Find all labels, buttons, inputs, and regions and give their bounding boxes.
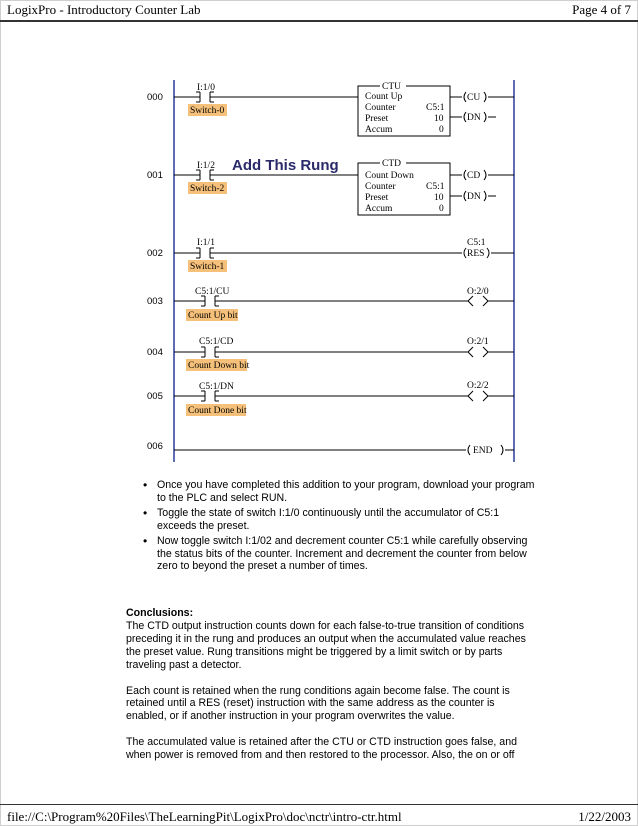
conclusions-section [126,607,538,775]
rung-number: 003 [147,296,163,307]
ctd-counter-label: Counter [365,182,396,192]
svg-text:RES: RES [467,249,485,259]
end-instruction [468,445,503,456]
ctu-counter-value: C5:1 [426,103,445,113]
rung-005[interactable] [147,381,514,416]
rung-number: 006 [147,441,163,452]
ctd-type: CTD [382,159,401,169]
contact-address: I:1/0 [197,83,215,93]
conclusions-heading: Conclusions: [126,607,194,619]
ctu-instruction-block[interactable] [358,82,450,136]
rung-000[interactable] [147,82,514,136]
dn-output-coil[interactable] [464,112,486,123]
ctd-accum-label: Accum [365,204,393,214]
ctd-preset-label: Preset [365,193,389,203]
cd-output-coil[interactable] [464,170,486,181]
ctd-counter-value: C5:1 [426,182,445,192]
ctu-title: Count Up [365,92,403,102]
list-item: • Now toggle switch I:1/02 and decrement counter C5:1 while carefully observing the status bits of the counter. Increment and decrement the counter from below zero to beyond the preset a number of times. [140,535,540,574]
dn-output-coil[interactable] [464,191,486,202]
rung-number: 001 [147,170,163,181]
output-coil[interactable] [468,391,488,401]
rung-004[interactable] [147,337,514,371]
coil-address: O:2/0 [467,287,489,297]
contact-tag: Count Done bit [188,406,247,416]
cu-output-coil[interactable] [464,92,486,103]
contact-address: I:1/2 [197,161,215,171]
rung-number: 002 [147,248,163,259]
rung-002[interactable] [147,238,514,272]
contact-address: I:1/1 [197,238,215,248]
footer-file-path: file://C:\Program%20Files\TheLearningPit\LogixPro\doc\nctr\intro-ctr.html [7,809,402,824]
res-output-coil[interactable] [464,248,489,259]
list-item: • Once you have completed this addition to your program, download your program to the PLC and select RUN. [140,479,540,505]
header-page-number: Page 4 of 7 [572,2,631,17]
rung-number: 004 [147,347,163,358]
list-item: • Toggle the state of switch I:1/0 continuously until the accumulator of C5:1 exceeds the preset. [140,507,540,533]
rung-003[interactable] [147,287,514,321]
svg-text:DN: DN [467,113,481,123]
contact-tag: Count Down bit [188,361,250,371]
ctu-preset-label: Preset [365,114,389,124]
paragraph: The accumulated value is retained after the CTU or CTD instruction goes false, and when power is removed from and then restored to the processor. Also, the on or off [126,736,517,762]
ctu-accum-label: Accum [365,125,393,135]
contact-address: C5:1/CD [199,337,234,347]
ctu-accum-value: 0 [439,125,444,135]
ctd-instruction-block[interactable] [358,159,450,215]
contact-address: C5:1/CU [195,287,230,297]
coil-address: O:2/2 [467,381,489,391]
header-title: LogixPro - Introductory Counter Lab [7,2,201,17]
ctd-title: Count Down [365,171,414,181]
contact-tag: Switch-1 [190,262,225,272]
footer-divider [0,804,638,805]
rung-number: 000 [147,92,163,103]
rung-006[interactable] [147,441,514,456]
paragraph: The CTD output instruction counts down for each false-to-true transition of conditions preceding it in the rung and produces an output when the accumulated value reaches the preset value. Rung transitions might be triggered by a limit switch or by parts traveling past a detector. [126,619,526,671]
svg-text:END: END [473,446,493,456]
coil-address: C5:1 [467,238,486,248]
ctd-accum-value: 0 [439,204,444,214]
contact-address: C5:1/DN [199,382,234,392]
coil-address: O:2/1 [467,337,489,347]
ctu-preset-value: 10 [434,114,444,124]
paragraph: Each count is retained when the rung conditions again become false. The count is retained until a RES (reset) instruction with the same address as the counter is enabled, or if another instruction in your program overwrites the value. [126,684,510,723]
ctd-preset-value: 10 [434,193,444,203]
rung-number: 005 [147,391,163,402]
instruction-bullet-list [140,479,540,575]
footer-date: 1/22/2003 [578,809,631,824]
ctu-counter-label: Counter [365,103,396,113]
svg-text:CD: CD [467,171,481,181]
output-coil[interactable] [468,347,488,357]
contact-tag: Switch-2 [190,184,225,194]
contact-tag: Switch-0 [190,106,225,116]
add-this-rung-callout: Add This Rung [232,157,339,174]
svg-text:DN: DN [467,192,481,202]
output-coil[interactable] [468,296,488,306]
svg-text:CU: CU [467,93,481,103]
contact-tag: Count Up bit [188,311,238,321]
ctu-type: CTU [382,82,401,92]
